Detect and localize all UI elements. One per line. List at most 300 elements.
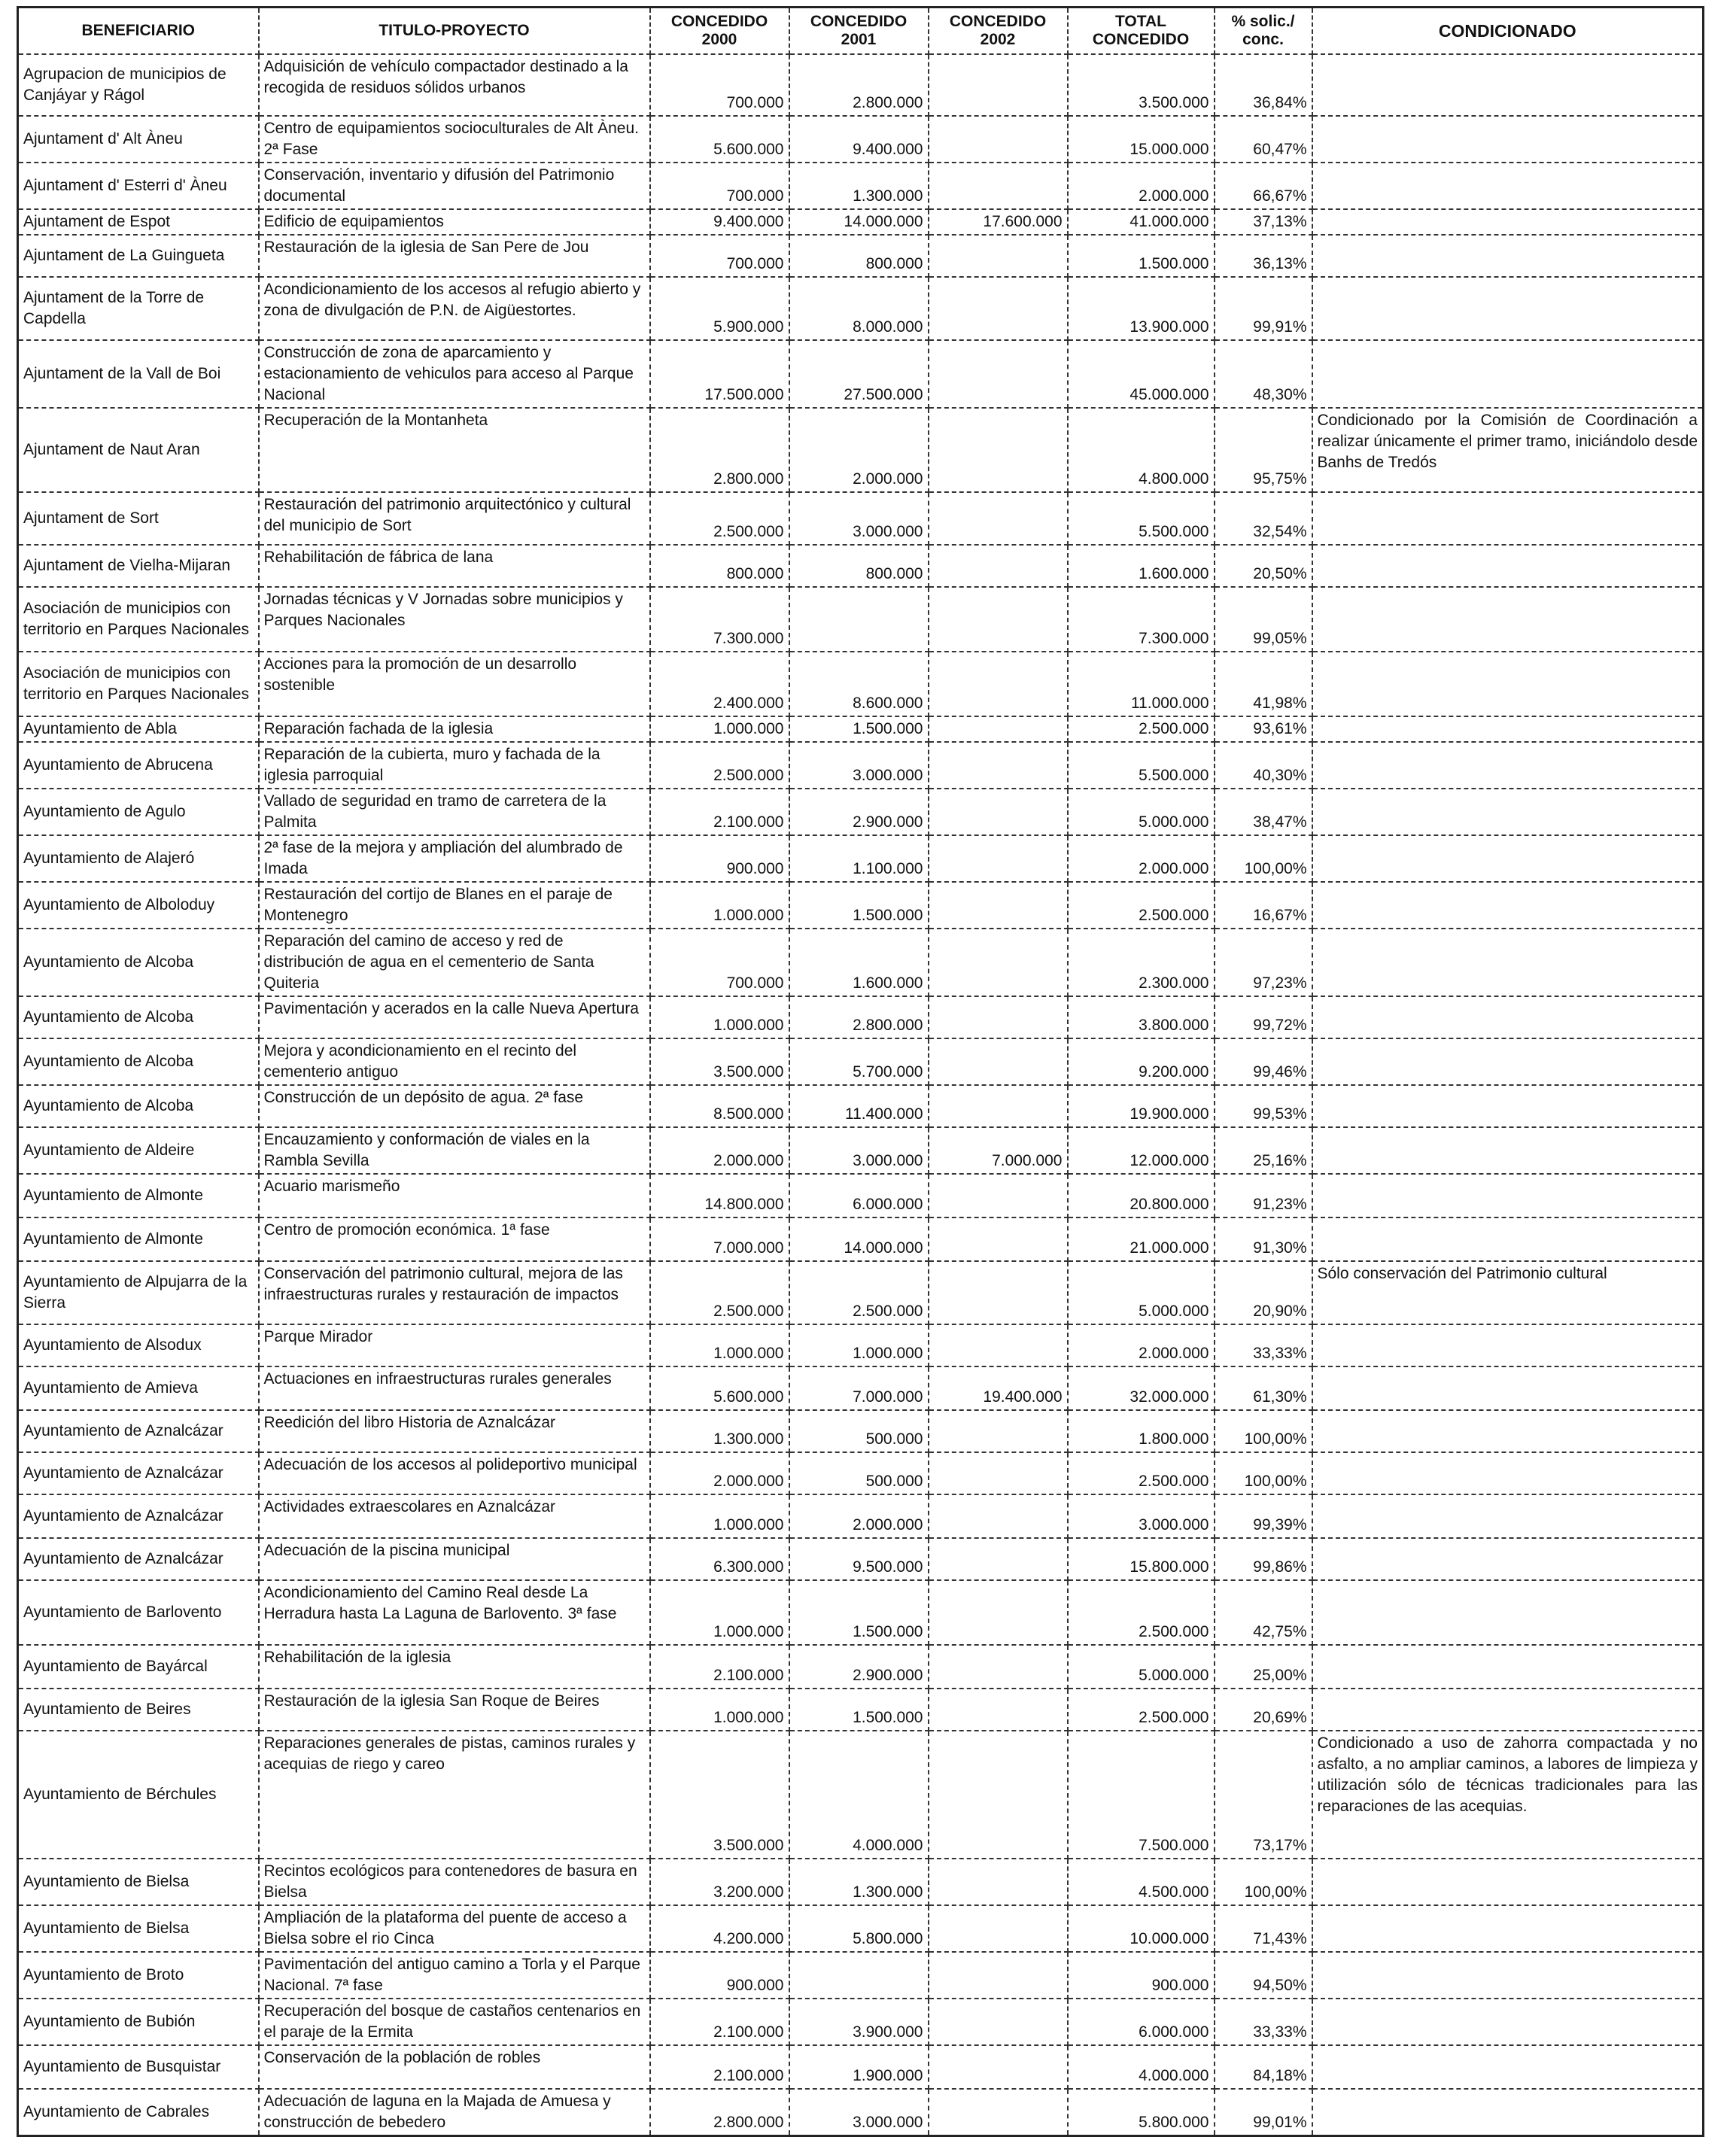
cell-pct: 73,17% <box>1215 1731 1312 1859</box>
cell-condicionado <box>1312 716 1704 742</box>
cell-pct: 100,00% <box>1215 1452 1312 1494</box>
cell-concedido-2001: 800.000 <box>789 545 929 587</box>
table-row <box>18 277 1704 340</box>
cell-beneficiario: Ayuntamiento de Aznalcázar <box>18 1538 259 1580</box>
cell-total-concedido: 45.000.000 <box>1068 340 1215 408</box>
cell-concedido-2001: 9.500.000 <box>789 1538 929 1580</box>
cell-concedido-2001: 1.500.000 <box>789 716 929 742</box>
cell-total-concedido: 7.500.000 <box>1068 1731 1215 1859</box>
table-row <box>18 1580 1704 1645</box>
cell-concedido-2000: 17.500.000 <box>650 340 789 408</box>
cell-condicionado: Condicionado por la Comisión de Coordinación a realizar únicamente el primer tramo, iniciándolo desde Banhs de Tredós <box>1312 408 1704 492</box>
cell-pct: 42,75% <box>1215 1580 1312 1645</box>
cell-pct: 97,23% <box>1215 929 1312 996</box>
cell-concedido-2002 <box>929 1174 1068 1217</box>
header-concedido-2001: CONCEDIDO 2001 <box>789 8 929 55</box>
table-row <box>18 996 1704 1038</box>
cell-beneficiario: Ayuntamiento de Bubión <box>18 1999 259 2045</box>
cell-beneficiario: Ayuntamiento de Bielsa <box>18 1859 259 1905</box>
cell-concedido-2002 <box>929 882 1068 929</box>
cell-pct: 99,91% <box>1215 277 1312 340</box>
cell-condicionado <box>1312 209 1704 235</box>
cell-condicionado: Sólo conservación del Patrimonio cultural <box>1312 1261 1704 1324</box>
table-row <box>18 742 1704 789</box>
cell-concedido-2001: 3.000.000 <box>789 2089 929 2136</box>
cell-beneficiario: Ajuntament d' Alt Àneu <box>18 116 259 163</box>
cell-concedido-2002 <box>929 652 1068 716</box>
cell-concedido-2000: 2.100.000 <box>650 1999 789 2045</box>
cell-titulo: Rehabilitación de fábrica de lana <box>259 545 650 587</box>
table-row <box>18 1999 1704 2045</box>
cell-beneficiario: Ayuntamiento de Alboloduy <box>18 882 259 929</box>
cell-concedido-2000: 6.300.000 <box>650 1538 789 1580</box>
cell-condicionado <box>1312 652 1704 716</box>
cell-condicionado <box>1312 1538 1704 1580</box>
cell-condicionado <box>1312 1324 1704 1366</box>
cell-concedido-2000: 3.200.000 <box>650 1859 789 1905</box>
cell-concedido-2002 <box>929 1999 1068 2045</box>
cell-concedido-2002 <box>929 716 1068 742</box>
table-row <box>18 1174 1704 1217</box>
cell-concedido-2002 <box>929 277 1068 340</box>
table-row <box>18 587 1704 652</box>
cell-titulo: Reparaciones generales de pistas, caminos rurales y acequias de riego y careo <box>259 1731 650 1859</box>
cell-pct: 61,30% <box>1215 1366 1312 1410</box>
cell-beneficiario: Ayuntamiento de Aznalcázar <box>18 1494 259 1538</box>
cell-titulo: Recintos ecológicos para contenedores de basura en Bielsa <box>259 1859 650 1905</box>
cell-pct: 66,67% <box>1215 163 1312 209</box>
cell-concedido-2001: 1.500.000 <box>789 882 929 929</box>
cell-concedido-2001: 1.600.000 <box>789 929 929 996</box>
cell-titulo: Acondicionamiento de los accesos al refugio abierto y zona de divulgación de P.N. de Aigüestortes. <box>259 277 650 340</box>
cell-concedido-2002 <box>929 996 1068 1038</box>
cell-beneficiario: Ajuntament de La Guingueta <box>18 235 259 277</box>
cell-concedido-2002 <box>929 1859 1068 1905</box>
cell-concedido-2002 <box>929 2089 1068 2136</box>
cell-concedido-2001: 8.600.000 <box>789 652 929 716</box>
cell-condicionado <box>1312 340 1704 408</box>
cell-pct: 100,00% <box>1215 1859 1312 1905</box>
table-row <box>18 1731 1704 1859</box>
cell-concedido-2002 <box>929 116 1068 163</box>
cell-concedido-2002 <box>929 1538 1068 1580</box>
cell-concedido-2002 <box>929 929 1068 996</box>
cell-condicionado <box>1312 1366 1704 1410</box>
cell-pct: 71,43% <box>1215 1905 1312 1952</box>
cell-pct: 41,98% <box>1215 652 1312 716</box>
cell-condicionado <box>1312 1645 1704 1689</box>
cell-titulo: Acciones para la promoción de un desarrollo sostenible <box>259 652 650 716</box>
cell-concedido-2002 <box>929 1038 1068 1085</box>
cell-pct: 33,33% <box>1215 1324 1312 1366</box>
header-concedido-2002: CONCEDIDO 2002 <box>929 8 1068 55</box>
cell-concedido-2002: 19.400.000 <box>929 1366 1068 1410</box>
cell-pct: 16,67% <box>1215 882 1312 929</box>
table-row <box>18 1410 1704 1452</box>
cell-pct: 99,72% <box>1215 996 1312 1038</box>
cell-concedido-2000: 800.000 <box>650 545 789 587</box>
cell-total-concedido: 5.500.000 <box>1068 742 1215 789</box>
cell-total-concedido: 2.500.000 <box>1068 1689 1215 1731</box>
cell-condicionado <box>1312 1127 1704 1174</box>
cell-concedido-2002 <box>929 1580 1068 1645</box>
cell-beneficiario: Ajuntament de la Vall de Boi <box>18 340 259 408</box>
cell-beneficiario: Ayuntamiento de Bielsa <box>18 1905 259 1952</box>
cell-total-concedido: 21.000.000 <box>1068 1217 1215 1261</box>
cell-total-concedido: 5.500.000 <box>1068 492 1215 545</box>
cell-total-concedido: 900.000 <box>1068 1952 1215 1999</box>
cell-titulo: Pavimentación del antiguo camino a Torla y el Parque Nacional. 7ª fase <box>259 1952 650 1999</box>
cell-titulo: Restauración de la iglesia San Roque de Beires <box>259 1689 650 1731</box>
cell-beneficiario: Agrupacion de municipios de Canjáyar y Rágol <box>18 54 259 116</box>
cell-concedido-2002 <box>929 789 1068 835</box>
cell-concedido-2001: 2.500.000 <box>789 1261 929 1324</box>
table-row <box>18 1261 1704 1324</box>
cell-titulo: Encauzamiento y conformación de viales en la Rambla Sevilla <box>259 1127 650 1174</box>
grant-table <box>17 6 1704 2137</box>
cell-concedido-2002 <box>929 1261 1068 1324</box>
cell-concedido-2000: 5.600.000 <box>650 1366 789 1410</box>
cell-titulo: Construcción de un depósito de agua. 2ª fase <box>259 1085 650 1127</box>
cell-concedido-2000: 8.500.000 <box>650 1085 789 1127</box>
table-body <box>18 54 1704 2136</box>
cell-concedido-2001 <box>789 587 929 652</box>
table-row <box>18 1905 1704 1952</box>
cell-total-concedido: 1.800.000 <box>1068 1410 1215 1452</box>
cell-concedido-2002 <box>929 1689 1068 1731</box>
cell-concedido-2000: 2.800.000 <box>650 2089 789 2136</box>
cell-titulo: Adecuación de laguna en la Majada de Amuesa y construcción de bebedero <box>259 2089 650 2136</box>
cell-condicionado <box>1312 1410 1704 1452</box>
table-row <box>18 2045 1704 2089</box>
table-row <box>18 1127 1704 1174</box>
cell-concedido-2002 <box>929 1324 1068 1366</box>
table-row <box>18 2089 1704 2136</box>
cell-concedido-2001: 2.900.000 <box>789 1645 929 1689</box>
cell-condicionado <box>1312 929 1704 996</box>
table-row <box>18 835 1704 882</box>
table-row <box>18 1859 1704 1905</box>
cell-titulo: Adecuación de los accesos al polideportivo municipal <box>259 1452 650 1494</box>
cell-condicionado <box>1312 742 1704 789</box>
table-row <box>18 1038 1704 1085</box>
cell-concedido-2000: 5.900.000 <box>650 277 789 340</box>
header-titulo: TITULO-PROYECTO <box>259 8 650 55</box>
cell-titulo: Edificio de equipamientos <box>259 209 650 235</box>
cell-concedido-2000: 1.000.000 <box>650 716 789 742</box>
cell-concedido-2002 <box>929 1905 1068 1952</box>
cell-concedido-2001: 2.800.000 <box>789 54 929 116</box>
cell-condicionado <box>1312 1905 1704 1952</box>
cell-beneficiario: Ayuntamiento de Almonte <box>18 1217 259 1261</box>
table-row <box>18 1366 1704 1410</box>
cell-concedido-2000: 700.000 <box>650 235 789 277</box>
cell-concedido-2002 <box>929 835 1068 882</box>
cell-beneficiario: Asociación de municipios con territorio en Parques Nacionales <box>18 587 259 652</box>
cell-pct: 99,46% <box>1215 1038 1312 1085</box>
cell-concedido-2002 <box>929 54 1068 116</box>
cell-titulo: Rehabilitación de la iglesia <box>259 1645 650 1689</box>
cell-pct: 95,75% <box>1215 408 1312 492</box>
cell-concedido-2001: 11.400.000 <box>789 1085 929 1127</box>
cell-concedido-2002 <box>929 587 1068 652</box>
cell-beneficiario: Ayuntamiento de Abrucena <box>18 742 259 789</box>
cell-total-concedido: 4.000.000 <box>1068 2045 1215 2089</box>
cell-concedido-2002 <box>929 1494 1068 1538</box>
cell-beneficiario: Asociación de municipios con territorio en Parques Nacionales <box>18 652 259 716</box>
cell-pct: 25,16% <box>1215 1127 1312 1174</box>
header-row <box>18 8 1704 55</box>
header-total-concedido: TOTAL CONCEDIDO <box>1068 8 1215 55</box>
table-row <box>18 163 1704 209</box>
cell-total-concedido: 2.000.000 <box>1068 163 1215 209</box>
cell-concedido-2001: 5.700.000 <box>789 1038 929 1085</box>
cell-concedido-2000: 700.000 <box>650 163 789 209</box>
cell-beneficiario: Ajuntament d' Esterri d' Àneu <box>18 163 259 209</box>
cell-total-concedido: 1.500.000 <box>1068 235 1215 277</box>
cell-condicionado <box>1312 1085 1704 1127</box>
cell-concedido-2001: 3.000.000 <box>789 492 929 545</box>
cell-concedido-2000: 700.000 <box>650 54 789 116</box>
cell-beneficiario: Ayuntamiento de Alsodux <box>18 1324 259 1366</box>
cell-titulo: Centro de promoción económica. 1ª fase <box>259 1217 650 1261</box>
cell-concedido-2000: 2.000.000 <box>650 1127 789 1174</box>
cell-concedido-2001: 8.000.000 <box>789 277 929 340</box>
cell-concedido-2001: 14.000.000 <box>789 1217 929 1261</box>
cell-total-concedido: 4.500.000 <box>1068 1859 1215 1905</box>
cell-condicionado <box>1312 116 1704 163</box>
cell-pct: 20,69% <box>1215 1689 1312 1731</box>
table-row <box>18 1085 1704 1127</box>
cell-condicionado <box>1312 54 1704 116</box>
cell-pct: 93,61% <box>1215 716 1312 742</box>
cell-concedido-2002 <box>929 1731 1068 1859</box>
cell-total-concedido: 32.000.000 <box>1068 1366 1215 1410</box>
cell-total-concedido: 3.800.000 <box>1068 996 1215 1038</box>
cell-total-concedido: 2.500.000 <box>1068 1452 1215 1494</box>
cell-total-concedido: 6.000.000 <box>1068 1999 1215 2045</box>
table-row <box>18 716 1704 742</box>
cell-concedido-2001: 4.000.000 <box>789 1731 929 1859</box>
cell-beneficiario: Ayuntamiento de Agulo <box>18 789 259 835</box>
cell-concedido-2001: 800.000 <box>789 235 929 277</box>
cell-titulo: Pavimentación y acerados en la calle Nueva Apertura <box>259 996 650 1038</box>
cell-concedido-2002 <box>929 235 1068 277</box>
cell-concedido-2001: 3.000.000 <box>789 1127 929 1174</box>
cell-concedido-2001: 2.900.000 <box>789 789 929 835</box>
table-row <box>18 408 1704 492</box>
cell-concedido-2000: 2.100.000 <box>650 1645 789 1689</box>
cell-concedido-2001: 7.000.000 <box>789 1366 929 1410</box>
cell-titulo: Parque Mirador <box>259 1324 650 1366</box>
cell-concedido-2002 <box>929 1952 1068 1999</box>
cell-titulo: Conservación, inventario y difusión del Patrimonio documental <box>259 163 650 209</box>
cell-concedido-2001: 2.000.000 <box>789 408 929 492</box>
header-pct-solic-conc: % solic./ conc. <box>1215 8 1312 55</box>
cell-concedido-2002 <box>929 492 1068 545</box>
cell-titulo: Restauración del patrimonio arquitectónico y cultural del municipio de Sort <box>259 492 650 545</box>
cell-titulo: Reedición del libro Historia de Aznalcázar <box>259 1410 650 1452</box>
cell-pct: 20,90% <box>1215 1261 1312 1324</box>
cell-concedido-2002 <box>929 408 1068 492</box>
cell-titulo: Reparación de la cubierta, muro y fachada de la iglesia parroquial <box>259 742 650 789</box>
table-row <box>18 652 1704 716</box>
cell-concedido-2000: 7.000.000 <box>650 1217 789 1261</box>
cell-concedido-2002: 17.600.000 <box>929 209 1068 235</box>
cell-concedido-2000: 3.500.000 <box>650 1038 789 1085</box>
cell-titulo: Restauración de la iglesia de San Pere de Jou <box>259 235 650 277</box>
cell-total-concedido: 2.500.000 <box>1068 716 1215 742</box>
cell-concedido-2000: 14.800.000 <box>650 1174 789 1217</box>
cell-beneficiario: Ayuntamiento de Alajeró <box>18 835 259 882</box>
cell-concedido-2001: 6.000.000 <box>789 1174 929 1217</box>
cell-concedido-2000: 4.200.000 <box>650 1905 789 1952</box>
cell-total-concedido: 2.500.000 <box>1068 1580 1215 1645</box>
cell-beneficiario: Ayuntamiento de Bayárcal <box>18 1645 259 1689</box>
cell-condicionado: Condicionado a uso de zahorra compactada y no asfalto, a no ampliar caminos, a labores de limpieza y utilización sólo de técnicas tradicionales para las reparaciones de las acequias. <box>1312 1731 1704 1859</box>
cell-concedido-2001: 3.900.000 <box>789 1999 929 2045</box>
cell-total-concedido: 5.000.000 <box>1068 1645 1215 1689</box>
cell-total-concedido: 15.800.000 <box>1068 1538 1215 1580</box>
cell-concedido-2002: 7.000.000 <box>929 1127 1068 1174</box>
cell-concedido-2001: 14.000.000 <box>789 209 929 235</box>
cell-total-concedido: 5.800.000 <box>1068 2089 1215 2136</box>
cell-condicionado <box>1312 835 1704 882</box>
cell-titulo: Acuario marismeño <box>259 1174 650 1217</box>
cell-concedido-2000: 900.000 <box>650 835 789 882</box>
cell-condicionado <box>1312 996 1704 1038</box>
table-row <box>18 789 1704 835</box>
cell-total-concedido: 11.000.000 <box>1068 652 1215 716</box>
cell-concedido-2002 <box>929 163 1068 209</box>
cell-concedido-2001: 9.400.000 <box>789 116 929 163</box>
cell-titulo: Ampliación de la plataforma del puente de acceso a Bielsa sobre el rio Cinca <box>259 1905 650 1952</box>
table-row <box>18 1452 1704 1494</box>
cell-concedido-2000: 1.000.000 <box>650 996 789 1038</box>
table-row <box>18 235 1704 277</box>
cell-total-concedido: 19.900.000 <box>1068 1085 1215 1127</box>
cell-beneficiario: Ajuntament de Espot <box>18 209 259 235</box>
table-row <box>18 492 1704 545</box>
cell-concedido-2002 <box>929 1217 1068 1261</box>
cell-total-concedido: 4.800.000 <box>1068 408 1215 492</box>
cell-beneficiario: Ayuntamiento de Aznalcázar <box>18 1452 259 1494</box>
cell-beneficiario: Ajuntament de la Torre de Capdella <box>18 277 259 340</box>
cell-titulo: Recuperación de la Montanheta <box>259 408 650 492</box>
cell-concedido-2000: 1.300.000 <box>650 1410 789 1452</box>
cell-titulo: Conservación de la población de robles <box>259 2045 650 2089</box>
cell-total-concedido: 2.500.000 <box>1068 882 1215 929</box>
cell-pct: 84,18% <box>1215 2045 1312 2089</box>
table-row <box>18 209 1704 235</box>
cell-concedido-2000: 700.000 <box>650 929 789 996</box>
cell-pct: 91,23% <box>1215 1174 1312 1217</box>
cell-concedido-2000: 2.400.000 <box>650 652 789 716</box>
cell-pct: 20,50% <box>1215 545 1312 587</box>
cell-concedido-2001: 3.000.000 <box>789 742 929 789</box>
cell-pct: 37,13% <box>1215 209 1312 235</box>
cell-total-concedido: 12.000.000 <box>1068 1127 1215 1174</box>
cell-titulo: Adquisición de vehículo compactador destinado a la recogida de residuos sólidos urbanos <box>259 54 650 116</box>
cell-condicionado <box>1312 2045 1704 2089</box>
cell-total-concedido: 2.300.000 <box>1068 929 1215 996</box>
cell-total-concedido: 5.000.000 <box>1068 789 1215 835</box>
cell-concedido-2001: 5.800.000 <box>789 1905 929 1952</box>
cell-beneficiario: Ayuntamiento de Abla <box>18 716 259 742</box>
cell-titulo: Jornadas técnicas y V Jornadas sobre municipios y Parques Nacionales <box>259 587 650 652</box>
cell-titulo: Adecuación de la piscina municipal <box>259 1538 650 1580</box>
cell-titulo: 2ª fase de la mejora y ampliación del alumbrado de Imada <box>259 835 650 882</box>
cell-condicionado <box>1312 235 1704 277</box>
cell-total-concedido: 13.900.000 <box>1068 277 1215 340</box>
cell-concedido-2000: 2.100.000 <box>650 789 789 835</box>
cell-condicionado <box>1312 1689 1704 1731</box>
cell-concedido-2000: 1.000.000 <box>650 882 789 929</box>
cell-total-concedido: 5.000.000 <box>1068 1261 1215 1324</box>
cell-total-concedido: 1.600.000 <box>1068 545 1215 587</box>
cell-pct: 100,00% <box>1215 835 1312 882</box>
cell-concedido-2002 <box>929 545 1068 587</box>
cell-titulo: Conservación del patrimonio cultural, mejora de las infraestructuras rurales y restauración de impactos <box>259 1261 650 1324</box>
cell-condicionado <box>1312 1580 1704 1645</box>
table-row <box>18 1324 1704 1366</box>
cell-titulo: Acondicionamiento del Camino Real desde La Herradura hasta La Laguna de Barlovento. 3ª fase <box>259 1580 650 1645</box>
cell-total-concedido: 9.200.000 <box>1068 1038 1215 1085</box>
cell-beneficiario: Ayuntamiento de Almonte <box>18 1174 259 1217</box>
cell-condicionado <box>1312 587 1704 652</box>
cell-pct: 25,00% <box>1215 1645 1312 1689</box>
cell-condicionado <box>1312 163 1704 209</box>
cell-concedido-2001: 1.900.000 <box>789 2045 929 2089</box>
cell-pct: 60,47% <box>1215 116 1312 163</box>
cell-concedido-2000: 1.000.000 <box>650 1580 789 1645</box>
cell-pct: 100,00% <box>1215 1410 1312 1452</box>
table-row <box>18 1645 1704 1689</box>
cell-beneficiario: Ayuntamiento de Alcoba <box>18 1038 259 1085</box>
cell-total-concedido: 15.000.000 <box>1068 116 1215 163</box>
table-row <box>18 1952 1704 1999</box>
cell-titulo: Reparación fachada de la iglesia <box>259 716 650 742</box>
cell-beneficiario: Ajuntament de Naut Aran <box>18 408 259 492</box>
cell-concedido-2001: 1.100.000 <box>789 835 929 882</box>
header-beneficiario: BENEFICIARIO <box>18 8 259 55</box>
cell-titulo: Vallado de seguridad en tramo de carretera de la Palmita <box>259 789 650 835</box>
cell-beneficiario: Ajuntament de Sort <box>18 492 259 545</box>
table-row <box>18 1217 1704 1261</box>
table-row <box>18 116 1704 163</box>
cell-concedido-2002 <box>929 340 1068 408</box>
cell-beneficiario: Ayuntamiento de Aldeire <box>18 1127 259 1174</box>
cell-concedido-2002 <box>929 1410 1068 1452</box>
table-row <box>18 1538 1704 1580</box>
cell-concedido-2002 <box>929 1085 1068 1127</box>
cell-total-concedido: 7.300.000 <box>1068 587 1215 652</box>
cell-concedido-2001: 1.000.000 <box>789 1324 929 1366</box>
cell-concedido-2000: 2.500.000 <box>650 1261 789 1324</box>
cell-concedido-2001: 500.000 <box>789 1452 929 1494</box>
cell-condicionado <box>1312 1038 1704 1085</box>
cell-titulo: Construcción de zona de aparcamiento y estacionamiento de vehiculos para acceso al Parque Nacional <box>259 340 650 408</box>
cell-condicionado <box>1312 1217 1704 1261</box>
cell-concedido-2000: 2.100.000 <box>650 2045 789 2089</box>
cell-pct: 36,13% <box>1215 235 1312 277</box>
cell-pct: 38,47% <box>1215 789 1312 835</box>
table-row <box>18 545 1704 587</box>
cell-concedido-2001: 1.300.000 <box>789 1859 929 1905</box>
cell-pct: 48,30% <box>1215 340 1312 408</box>
table-row <box>18 54 1704 116</box>
cell-concedido-2001: 2.800.000 <box>789 996 929 1038</box>
